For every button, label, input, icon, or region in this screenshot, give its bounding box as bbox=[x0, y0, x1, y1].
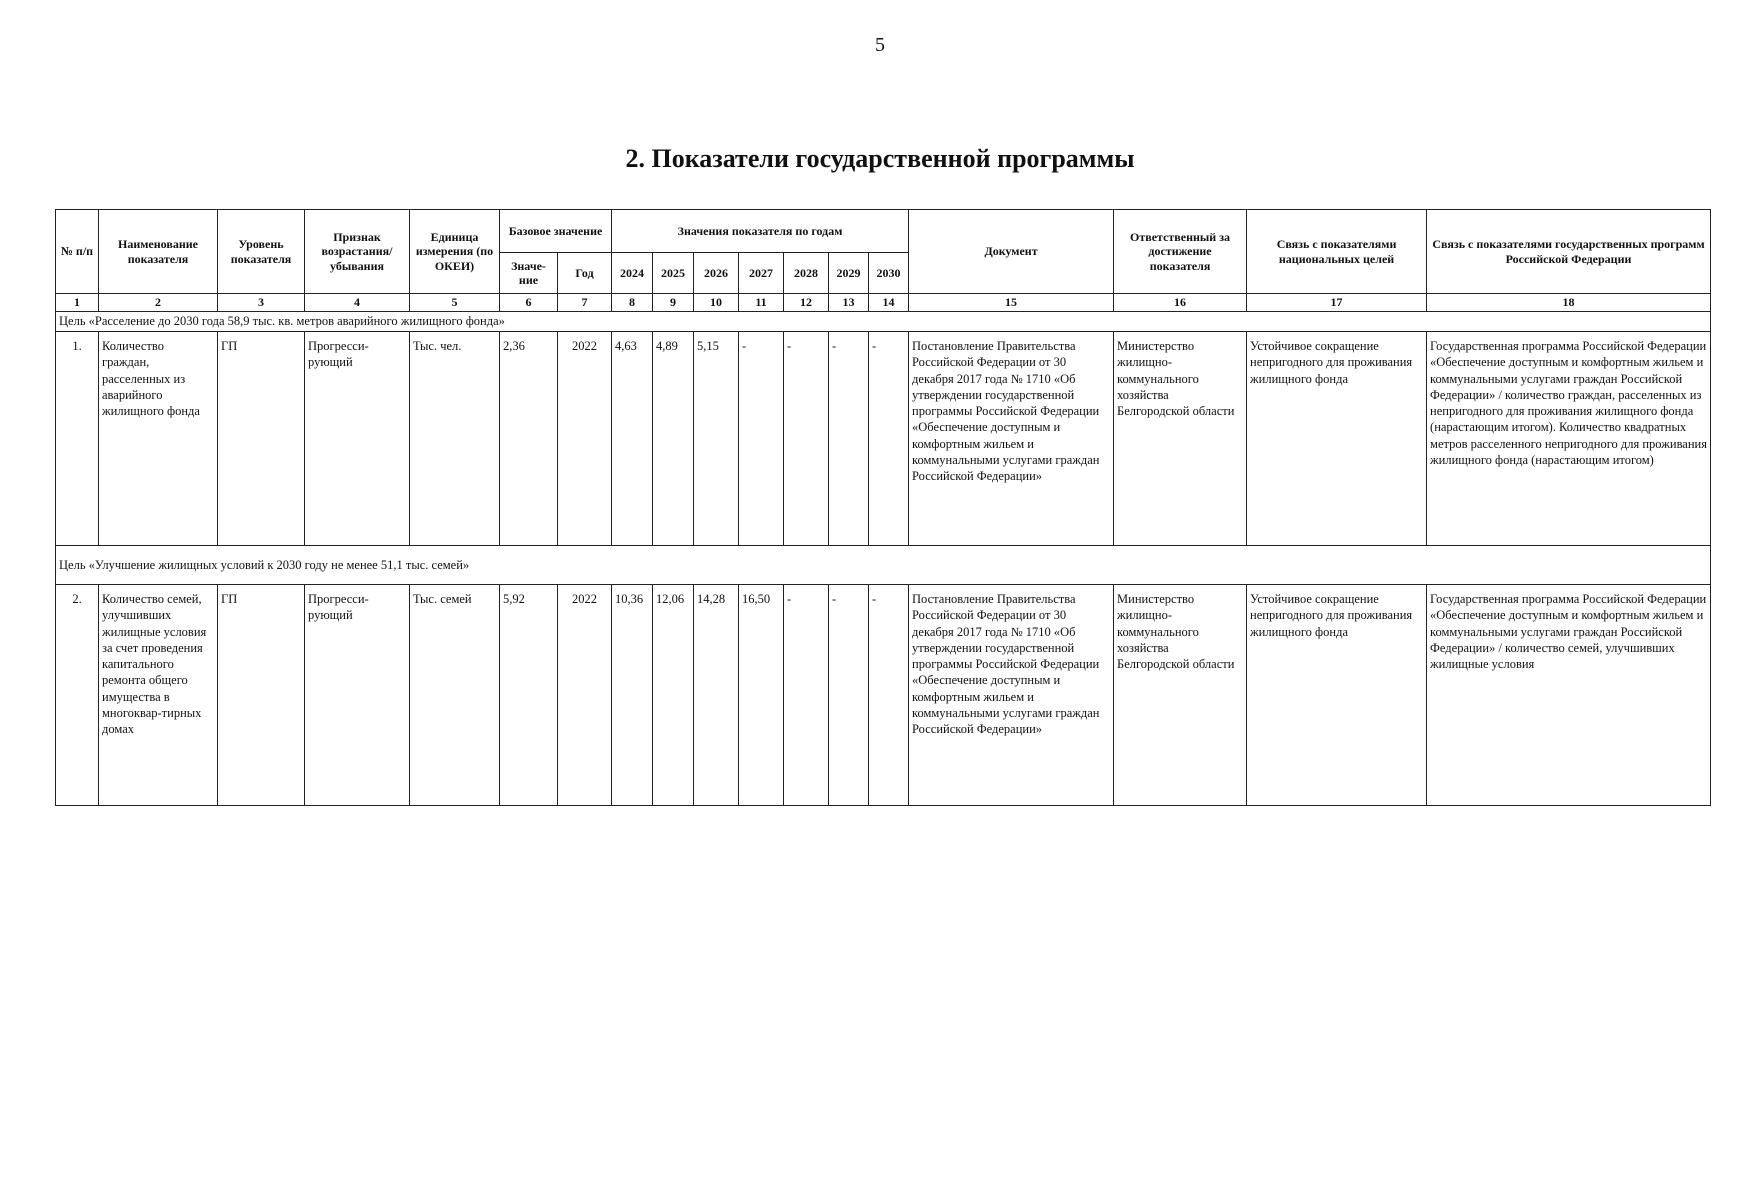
header-years-group: Значения показателя по годам bbox=[612, 210, 909, 253]
header-num: № п/п bbox=[56, 210, 99, 294]
state-link-text: Государственная программа Российской Федерации «Обеспечение доступным и комфортным жильем и коммунальными услугами граждан Российской Федерации» / количество семей, улучшивших жилищные условия bbox=[1427, 585, 1711, 806]
goal-text: Цель «Расселение до 2030 года 58,9 тыс. кв. метров аварийного жилищного фонда» bbox=[56, 312, 1711, 332]
header-year-2026: 2026 bbox=[694, 253, 739, 294]
column-number: 3 bbox=[218, 294, 305, 312]
row-num: 1. bbox=[56, 332, 99, 546]
state-link-text: Государственная программа Российской Федерации «Обеспечение доступным и комфортным жильем и коммунальными услугами граждан Российской Федерации» / количество граждан, расселенных из непригодного для проживания жилищного фонда (нарастающим итогом). Количество квадратных метров расселенного непригодного для проживания жилищного фонда (нарастающим итогом) bbox=[1427, 332, 1711, 546]
column-number: 7 bbox=[558, 294, 612, 312]
value-2025: 4,89 bbox=[653, 332, 694, 546]
value-2030: - bbox=[869, 332, 909, 546]
page-number: 5 bbox=[875, 34, 885, 56]
table-row bbox=[56, 585, 1711, 806]
national-link-text: Устойчивое сокращение непригодного для проживания жилищного фонда bbox=[1247, 332, 1427, 546]
column-number: 12 bbox=[784, 294, 829, 312]
indicator-unit: Тыс. чел. bbox=[410, 332, 500, 546]
value-2028: - bbox=[784, 585, 829, 806]
column-number: 5 bbox=[410, 294, 500, 312]
indicator-trend: Прогресси-рующий bbox=[305, 585, 410, 806]
header-name: Наименование показателя bbox=[99, 210, 218, 294]
header-year-2024: 2024 bbox=[612, 253, 653, 294]
header-year-2025: 2025 bbox=[653, 253, 694, 294]
value-2029: - bbox=[829, 332, 869, 546]
header-state-link: Связь с показателями государственных программ Российской Федерации bbox=[1427, 210, 1711, 294]
indicator-level: ГП bbox=[218, 332, 305, 546]
document-text: Постановление Правительства Российской Федерации от 30 декабря 2017 года № 1710 «Об утверждении государственной программы Российской Федерации «Обеспечение доступным и комфортным жильем и коммунальными услугами граждан Российской Федерации» bbox=[909, 332, 1114, 546]
header-base-group: Базовое значение bbox=[500, 210, 612, 253]
value-2024: 4,63 bbox=[612, 332, 653, 546]
value-2026: 5,15 bbox=[694, 332, 739, 546]
column-numbers-row bbox=[56, 294, 1711, 312]
document-text: Постановление Правительства Российской Федерации от 30 декабря 2017 года № 1710 «Об утверждении государственной программы Российской Федерации «Обеспечение доступным и комфортным жильем и коммунальными услугами граждан Российской Федерации» bbox=[909, 585, 1114, 806]
header-year-2029: 2029 bbox=[829, 253, 869, 294]
value-2024: 10,36 bbox=[612, 585, 653, 806]
base-value: 5,92 bbox=[500, 585, 558, 806]
goal-text: Цель «Улучшение жилищных условий к 2030 году не менее 51,1 тыс. семей» bbox=[56, 546, 1711, 585]
column-number: 17 bbox=[1247, 294, 1427, 312]
header-year-2027: 2027 bbox=[739, 253, 784, 294]
header-level: Уровень показателя bbox=[218, 210, 305, 294]
column-number: 10 bbox=[694, 294, 739, 312]
column-number: 4 bbox=[305, 294, 410, 312]
header-year-2028: 2028 bbox=[784, 253, 829, 294]
national-link-text: Устойчивое сокращение непригодного для проживания жилищного фонда bbox=[1247, 585, 1427, 806]
value-2028: - bbox=[784, 332, 829, 546]
responsible-text: Министерство жилищно-коммунального хозяйства Белгородской области bbox=[1114, 332, 1247, 546]
indicator-name: Количество семей, улучшивших жилищные условия за счет проведения капитального ремонта общего имущества в многоквар-тирных домах bbox=[99, 585, 218, 806]
responsible-text: Министерство жилищно-коммунального хозяйства Белгородской области bbox=[1114, 585, 1247, 806]
header-row-top bbox=[56, 210, 1711, 253]
header-national-link: Связь с показателями национальных целей bbox=[1247, 210, 1427, 294]
indicator-level: ГП bbox=[218, 585, 305, 806]
value-2027: - bbox=[739, 332, 784, 546]
table-row bbox=[56, 332, 1711, 546]
header-year-2030: 2030 bbox=[869, 253, 909, 294]
column-number: 15 bbox=[909, 294, 1114, 312]
column-number: 11 bbox=[739, 294, 784, 312]
goal-row bbox=[56, 312, 1711, 332]
base-year: 2022 bbox=[558, 332, 612, 546]
column-number: 14 bbox=[869, 294, 909, 312]
column-number: 1 bbox=[56, 294, 99, 312]
value-2025: 12,06 bbox=[653, 585, 694, 806]
column-number: 2 bbox=[99, 294, 218, 312]
column-number: 8 bbox=[612, 294, 653, 312]
column-number: 9 bbox=[653, 294, 694, 312]
column-number: 18 bbox=[1427, 294, 1711, 312]
column-number: 13 bbox=[829, 294, 869, 312]
header-base-year: Год bbox=[558, 253, 612, 294]
header-document: Документ bbox=[909, 210, 1114, 294]
goal-row bbox=[56, 546, 1711, 585]
column-number: 6 bbox=[500, 294, 558, 312]
base-value: 2,36 bbox=[500, 332, 558, 546]
indicator-trend: Прогресси-рующий bbox=[305, 332, 410, 546]
header-unit: Единица измерения (по ОКЕИ) bbox=[410, 210, 500, 294]
page-title: 2. Показатели государственной программы bbox=[625, 144, 1135, 173]
header-base-value: Значе-ние bbox=[500, 253, 558, 294]
indicator-name: Количество граждан, расселенных из аварийного жилищного фонда bbox=[99, 332, 218, 546]
header-trend: Признак возрастания/ убывания bbox=[305, 210, 410, 294]
value-2030: - bbox=[869, 585, 909, 806]
header-responsible: Ответственный за достижение показателя bbox=[1114, 210, 1247, 294]
value-2026: 14,28 bbox=[694, 585, 739, 806]
value-2027: 16,50 bbox=[739, 585, 784, 806]
indicators-table bbox=[55, 209, 1711, 806]
indicator-unit: Тыс. семей bbox=[410, 585, 500, 806]
value-2029: - bbox=[829, 585, 869, 806]
row-num: 2. bbox=[56, 585, 99, 806]
column-number: 16 bbox=[1114, 294, 1247, 312]
base-year: 2022 bbox=[558, 585, 612, 806]
